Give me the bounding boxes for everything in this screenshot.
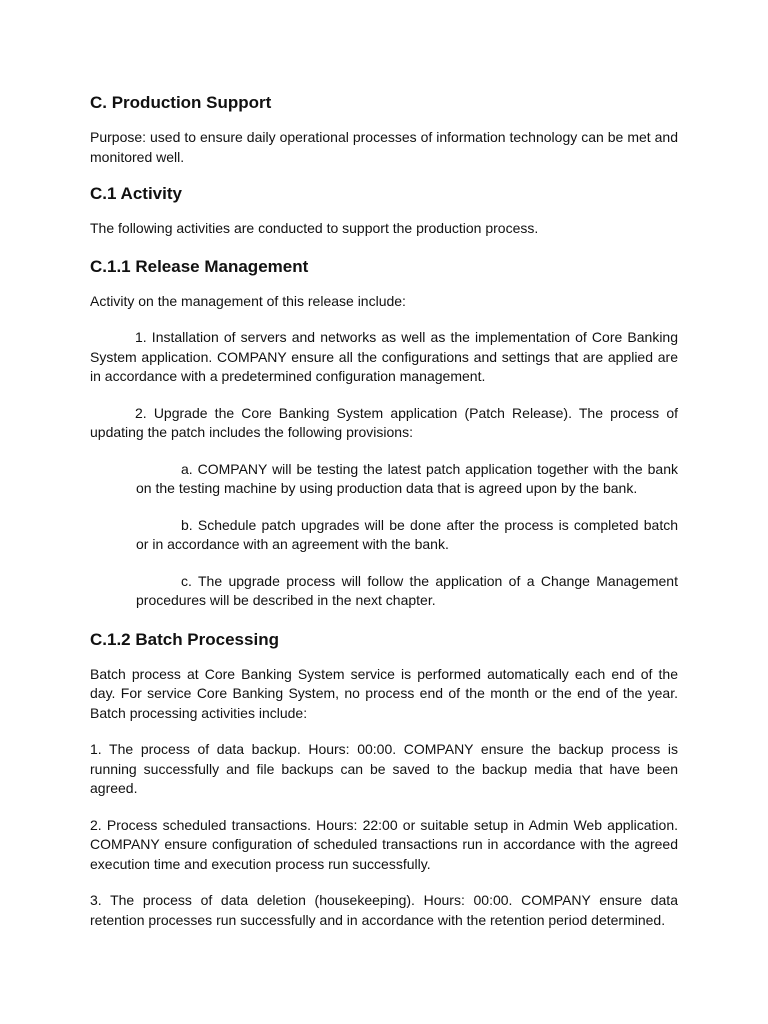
section-c11-heading: C.1.1 Release Management — [90, 256, 309, 276]
document-page — [90, 92, 678, 930]
batch-item-3: 3. The process of data deletion (housekeeping). Hours: 00:00. COMPANY ensure data retention processes run successfully and in accordance with the retention period determined. — [90, 892, 678, 928]
release-sub-item-b: b. Schedule patch upgrades will be done after the process is completed batch or in accordance with an agreement with the bank. — [136, 516, 678, 552]
section-c12-heading: C.1.2 Batch Processing — [90, 629, 279, 649]
release-sub-item-a: a. COMPANY will be testing the latest patch application together with the bank on the testing machine by using production data that is agreed upon by the bank. — [136, 460, 678, 496]
section-c-heading: C. Production Support — [90, 93, 272, 112]
release-item-1: 1. Installation of servers and networks as well as the implementation of Core Banking System application. COMPANY ensure all the configurations and settings that are applied are in accordance with a predetermined configuration management. — [90, 329, 678, 384]
section-c1-heading: C.1 Activity — [90, 184, 182, 203]
section-c11-intro: Activity on the management of this release include: — [90, 292, 406, 309]
section-c-purpose: Purpose: used to ensure daily operational processes of information technology can be met and monitored well. — [90, 129, 678, 165]
release-item-2: 2. Upgrade the Core Banking System application (Patch Release). The process of updating the patch includes the following provisions: — [90, 404, 678, 440]
section-c1-intro: The following activities are conducted to support the production process. — [90, 220, 539, 236]
batch-item-1: 1. The process of data backup. Hours: 00:00. COMPANY ensure the backup process is running successfully and file backups can be saved to the backup media that have been agreed. — [90, 741, 678, 796]
section-c12-intro: Batch process at Core Banking System service is performed automatically each end of the day. For service Core Banking System, no process end of the month or the end of the year. Batch processing activities include: — [90, 665, 678, 721]
batch-item-2: 2. Process scheduled transactions. Hours: 22:00 or suitable setup in Admin Web application. COMPANY ensure configuration of scheduled transactions run in accordance with the agreed execution time and execution process run successfully. — [90, 816, 678, 872]
release-sub-item-c: c. The upgrade process will follow the application of a Change Management procedures will be described in the next chapter. — [136, 572, 678, 608]
